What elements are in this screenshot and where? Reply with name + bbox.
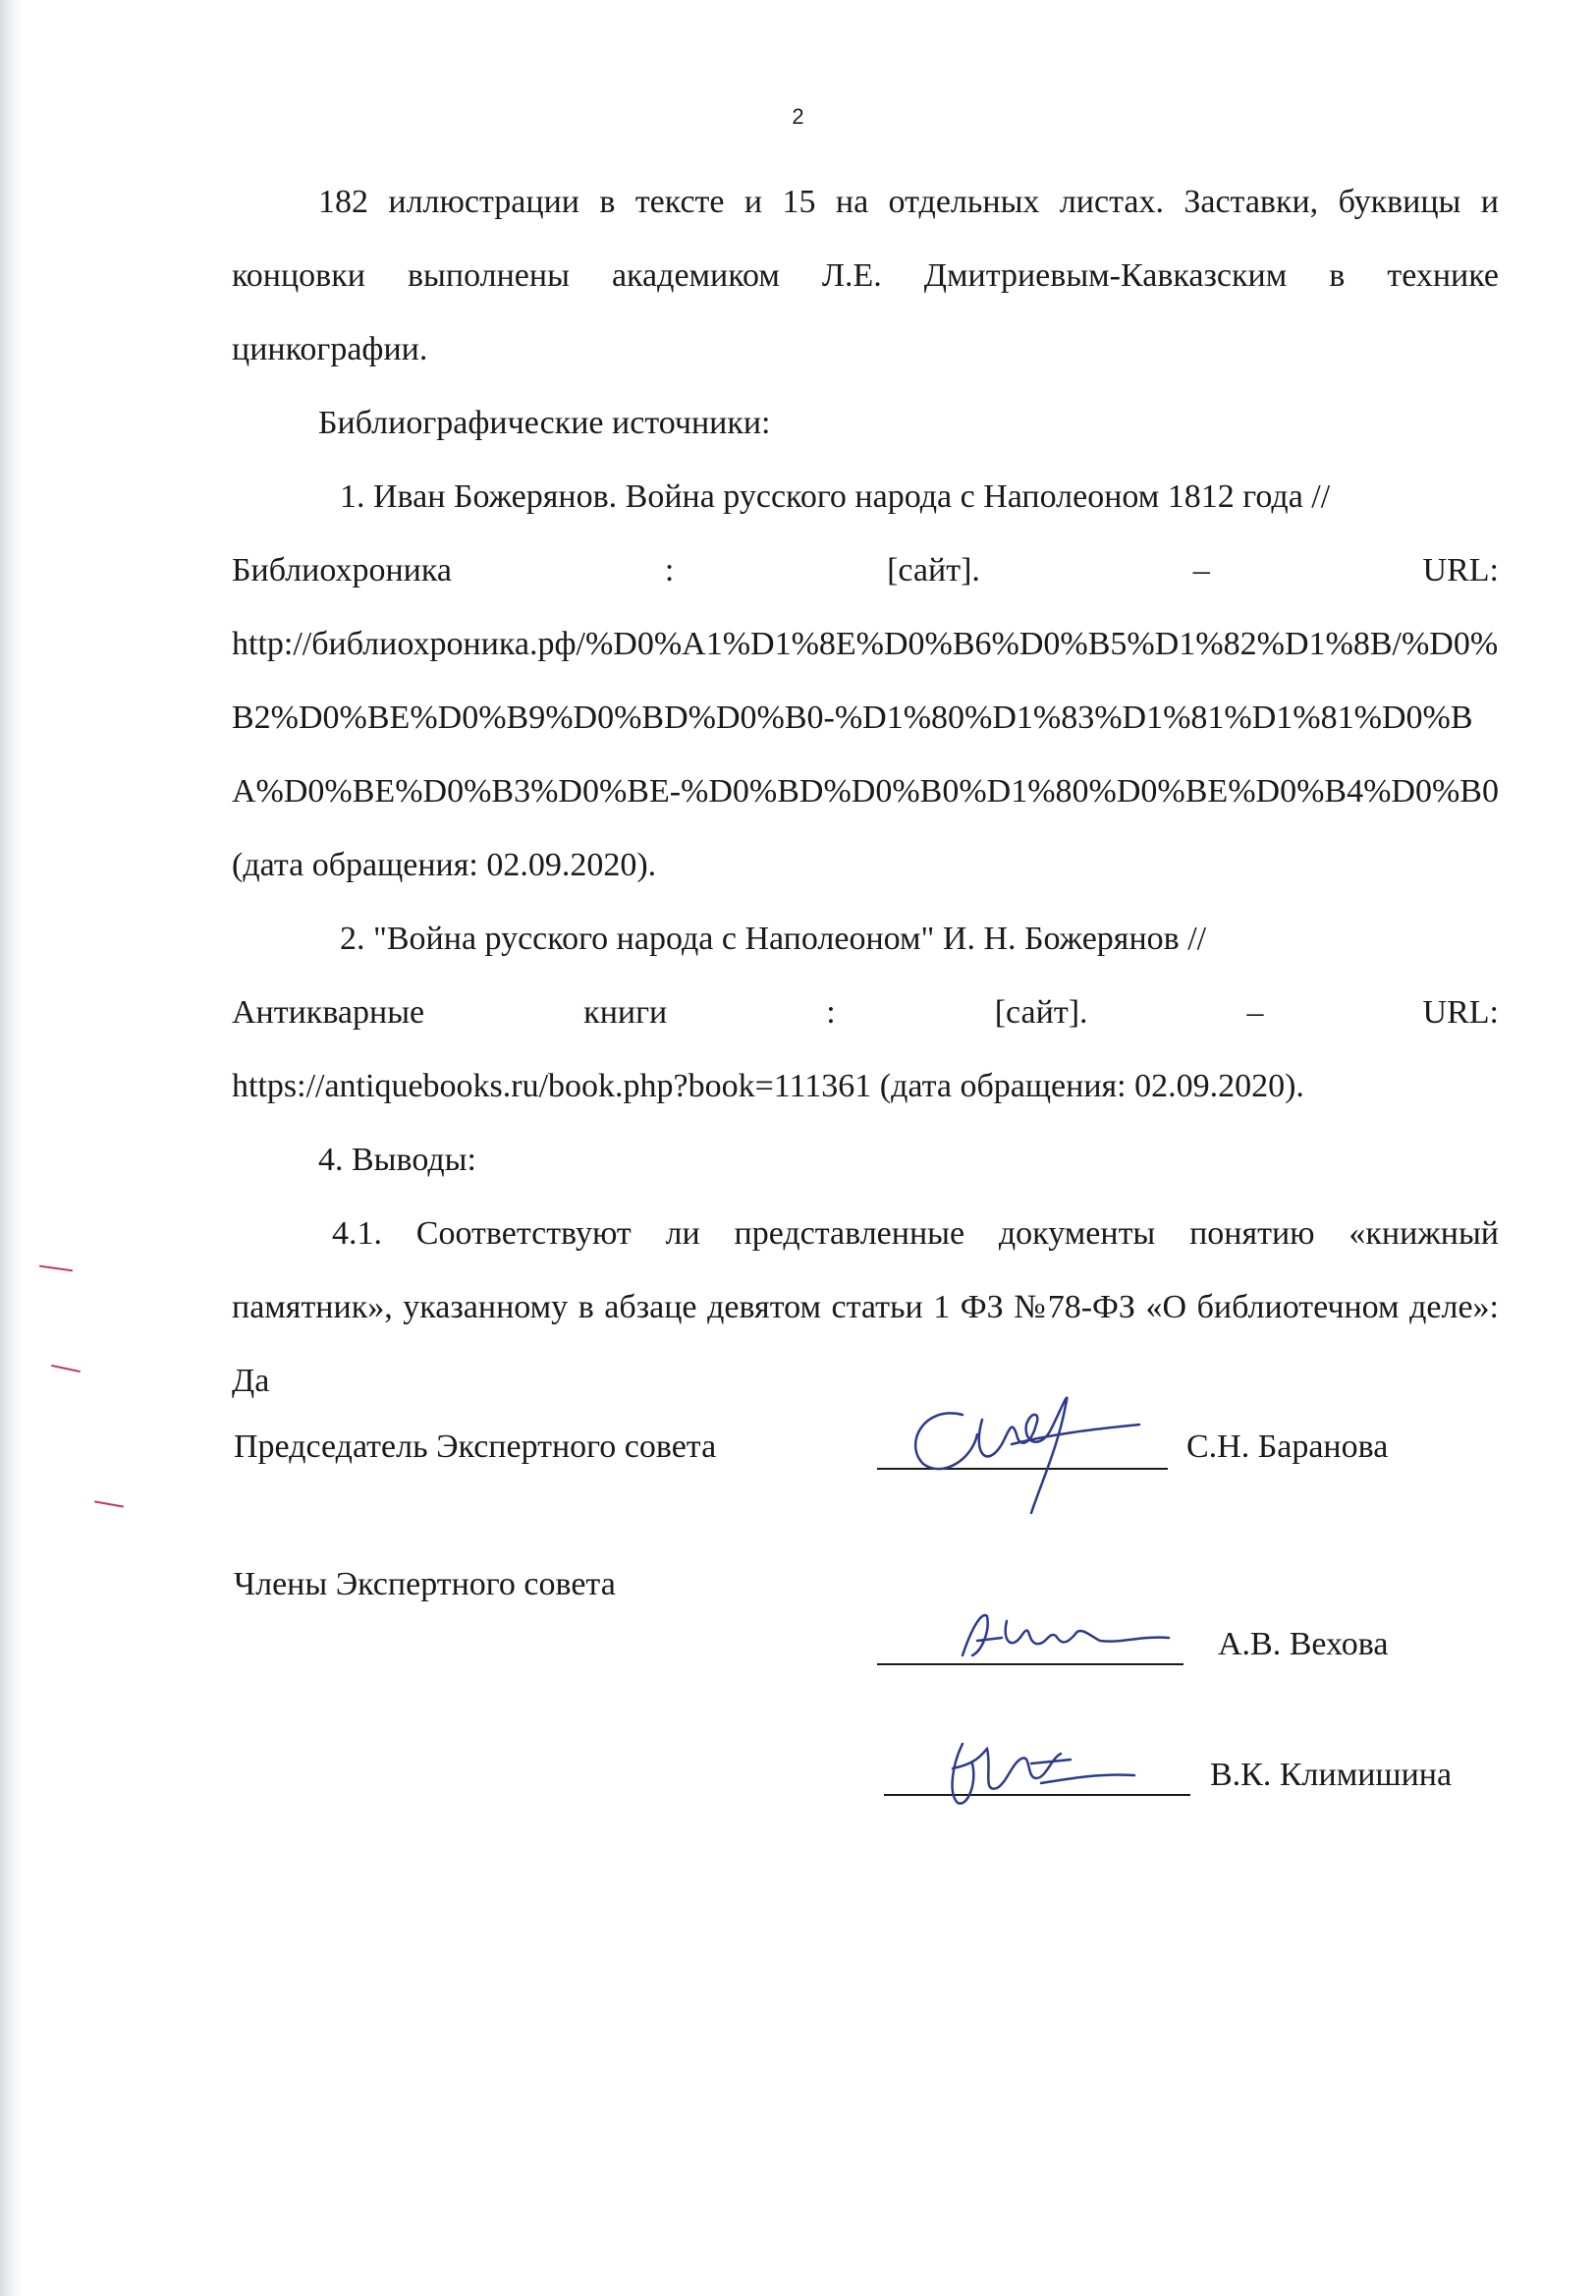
chairman-label: Председатель Экспертного совета — [234, 1428, 717, 1465]
source-1-site: Библиохроника — [232, 552, 452, 588]
source-2-title: 2. "Война русского народа с Наполеоном" И. Н. Божерянов // — [340, 921, 1207, 957]
source-1-dash: – — [1192, 552, 1210, 588]
member-1-name: А.В. Вехова — [1218, 1626, 1389, 1662]
source-1-access-date: (дата обращения: 02.09.2020). — [232, 847, 657, 883]
margin-mark — [39, 1265, 73, 1272]
source-2-colon: : — [826, 994, 836, 1031]
member-2-signature-icon — [923, 1724, 1139, 1813]
margin-mark — [51, 1365, 81, 1372]
chairman-signature-icon — [894, 1375, 1149, 1523]
document-body — [232, 165, 1499, 1418]
conclusions-heading: 4. Выводы: — [318, 1142, 476, 1178]
source-1-url-block — [232, 607, 1499, 902]
source-2-site-line — [232, 976, 1499, 1049]
source-2-dash: – — [1246, 994, 1264, 1031]
source-2-site-2: книги — [583, 994, 668, 1031]
sources-heading: Библиографические источники: — [318, 405, 771, 441]
source-1-url: http://библиохроника.рф/%D0%A1%D1%8E%D0%B6%D0%B5%D1%82%D1%8B/%D0%B2%D0%BE%D0%B9%D0%BD%D0%B0-%D1%80%D1%83%D1%81%D1%81%D0%BA%D0%BE%D0%B3%D0%BE-%D0%BD%D0%B0%D1%80%D0%BE%D0%B4%D0%B0 — [232, 626, 1499, 810]
page-number: 2 — [792, 104, 804, 129]
paragraph-illustrations: 182 иллюстрации в тексте и 15 на отдельных листах. Заставки, буквицы и концовки выполнены академиком Л.Е. Дмитриевым-Кавказским в технике цинкографии. — [232, 184, 1499, 367]
source-1-site-line — [232, 533, 1499, 607]
source-2-url: https://antiquebooks.ru/book.php?book=111361 (дата обращения: 02.09.2020). — [232, 1068, 1304, 1104]
source-2-site-tag: [сайт]. — [994, 994, 1088, 1031]
source-2-url-label: URL: — [1422, 994, 1499, 1031]
margin-mark — [94, 1500, 124, 1507]
source-1-url-label: URL: — [1422, 552, 1499, 588]
source-1-colon: : — [664, 552, 675, 588]
members-label: Члены Экспертного совета — [234, 1566, 616, 1602]
source-1-site-tag: [сайт]. — [887, 552, 980, 588]
member-1-signature-icon — [943, 1596, 1179, 1675]
conclusion-4-1: 4.1. Соответствуют ли представленные документы понятию «книжный памятник», указанному в абзаце девятом статьи 1 ФЗ №78-ФЗ «О библиотечном деле»: Да — [232, 1215, 1499, 1399]
member-2-name: В.К. Климишина — [1210, 1757, 1453, 1793]
chairman-name: С.Н. Баранова — [1186, 1428, 1389, 1465]
source-1-title: 1. Иван Божерянов. Война русского народа с Наполеоном 1812 года // — [340, 478, 1331, 515]
source-2-site: Антикварные — [232, 994, 425, 1031]
